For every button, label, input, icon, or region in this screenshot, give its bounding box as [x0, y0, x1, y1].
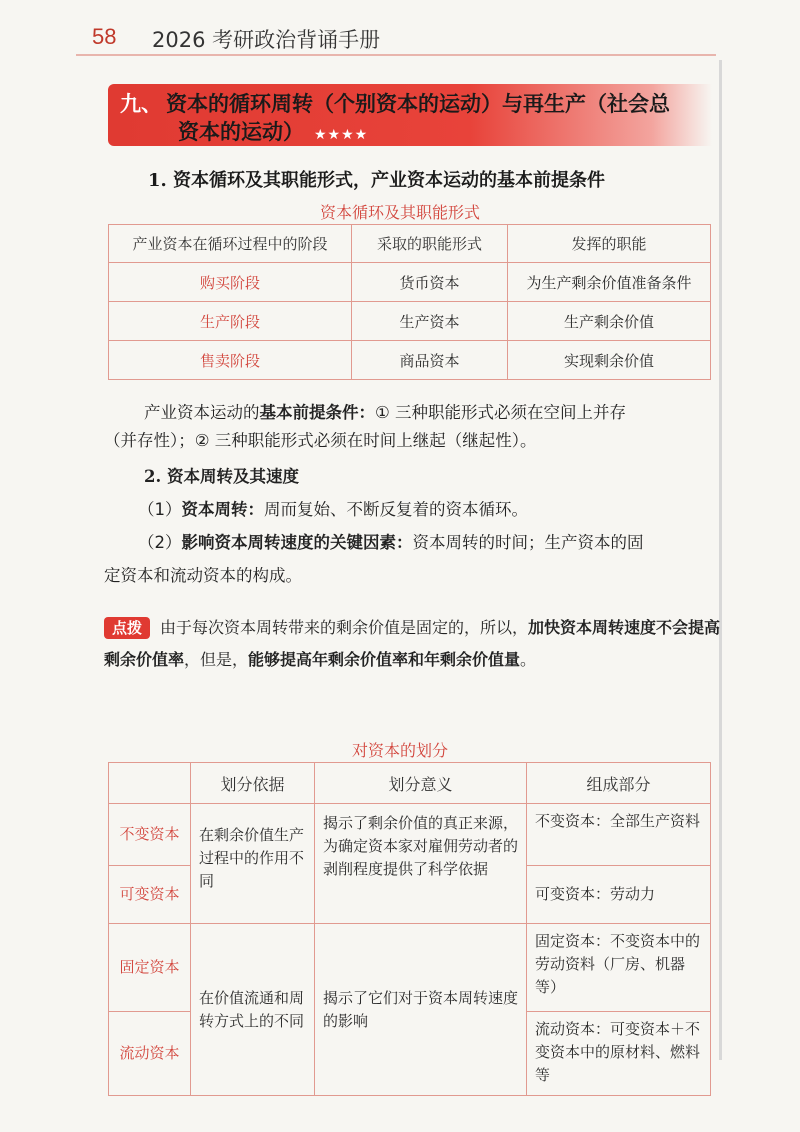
table-cell-stage: 购买阶段: [109, 263, 352, 302]
table-row: [109, 804, 711, 866]
table-header-row: [109, 763, 711, 804]
text: 由于每次资本周转带来的剩余价值是固定的，所以，: [160, 618, 529, 637]
table-header-cell: [109, 763, 191, 804]
text: 。: [520, 650, 537, 669]
header-divider: [76, 54, 716, 56]
bold-text: 能够提高年剩余价值率和年剩余价值量: [248, 650, 521, 669]
book-title: 2026 考研政治背诵手册: [152, 28, 381, 52]
table-cell-stage: 售卖阶段: [109, 341, 352, 380]
bold-text: 资本周转：: [181, 500, 264, 519]
table-cell: 生产资本: [352, 302, 508, 341]
table-cell-stage: 生产阶段: [109, 302, 352, 341]
table-cell: 生产剩余价值: [508, 302, 711, 341]
capital-division-table: [108, 762, 711, 1096]
table-cell: 实现剩余价值: [508, 341, 711, 380]
table-cell-meaning: 揭示了它们对于资本周转速度的影响: [315, 924, 527, 1096]
table-row: [109, 263, 711, 302]
text: 周而复始、不断反复着的资本循环。: [264, 500, 528, 519]
table-cell-component: 流动资本：可变资本＋不变资本中的原材料、燃料等: [527, 1012, 711, 1096]
section-title-text2: 资本的运动）: [178, 120, 304, 144]
table-header-cell: 产业资本在循环过程中的阶段: [109, 225, 352, 263]
table-row: [109, 924, 711, 1012]
capital-circulation-table: [108, 224, 711, 380]
bold-text: 基本前提条件：: [259, 403, 375, 422]
table-header-cell: 采取的职能形式: [352, 225, 508, 263]
table-cell-component: 不变资本：全部生产资料: [527, 804, 711, 866]
premise-paragraph-line2: （并存性）；② 三种职能形式必须在时间上继起（继起性）。: [104, 431, 537, 450]
table-cell: 货币资本: [352, 263, 508, 302]
subheading-2: 2. 资本周转及其速度: [144, 467, 299, 486]
row-label: 流动资本: [109, 1012, 191, 1096]
subheading-1: 1. 资本循环及其职能形式，产业资本运动的基本前提条件: [148, 170, 606, 191]
item-number: （1）: [138, 500, 182, 519]
page-header: [0, 0, 800, 58]
text: ① 三种职能形式必须在空间上并存: [375, 403, 627, 422]
bold-text: 加快资本周转速度不会提高剩余价值率: [104, 618, 721, 669]
section-title-line2: [178, 116, 368, 146]
premise-paragraph-line1: [144, 400, 626, 426]
bold-text: 影响资本周转速度的关键因素：: [181, 533, 413, 552]
section-title-text: 资本的循环周转（个别资本的运动）与再生产（社会总: [166, 92, 670, 116]
text: ，但是，: [184, 650, 249, 669]
page-number: 58: [92, 24, 117, 49]
text: 产业资本运动的: [144, 403, 260, 422]
table-cell-component: 固定资本：不变资本中的劳动资料（厂房、机器等）: [527, 924, 711, 1012]
tip-badge: 点拨: [104, 617, 150, 639]
table-header-cell: 组成部分: [527, 763, 711, 804]
table-cell-basis: 在剩余价值生产过程中的作用不同: [191, 804, 315, 924]
row-label: 可变资本: [109, 866, 191, 924]
item-1: [138, 497, 528, 523]
table-cell-component: 可变资本：劳动力: [527, 866, 711, 924]
table-cell: 商品资本: [352, 341, 508, 380]
row-label: 不变资本: [109, 804, 191, 866]
table2-caption: 对资本的划分: [351, 741, 448, 760]
item-2-line1: [138, 530, 644, 556]
table-row: [109, 341, 711, 380]
table-header-cell: 发挥的职能: [508, 225, 711, 263]
table-header-row: [109, 225, 711, 263]
table1-caption: 资本循环及其职能形式: [319, 203, 480, 222]
row-label: 固定资本: [109, 924, 191, 1012]
importance-stars: ★★★★: [314, 127, 369, 143]
tip-box: [104, 612, 724, 676]
table-cell-meaning: 揭示了剩余价值的真正来源，为确定资本家对雇佣劳动者的剥削程度提供了科学依据: [315, 804, 527, 924]
text: 资本周转的时间；生产资本的固: [412, 533, 644, 552]
table-header-cell: 划分意义: [315, 763, 527, 804]
table-row: [109, 302, 711, 341]
section-number: 九、: [120, 92, 162, 116]
item-2-line2: 定资本和流动资本的构成。: [104, 566, 302, 585]
table-cell: 为生产剩余价值准备条件: [508, 263, 711, 302]
table-header-cell: 划分依据: [191, 763, 315, 804]
table-cell-basis: 在价值流通和周转方式上的不同: [191, 924, 315, 1096]
section-title-line1: [120, 88, 670, 118]
item-number: （2）: [138, 533, 182, 552]
